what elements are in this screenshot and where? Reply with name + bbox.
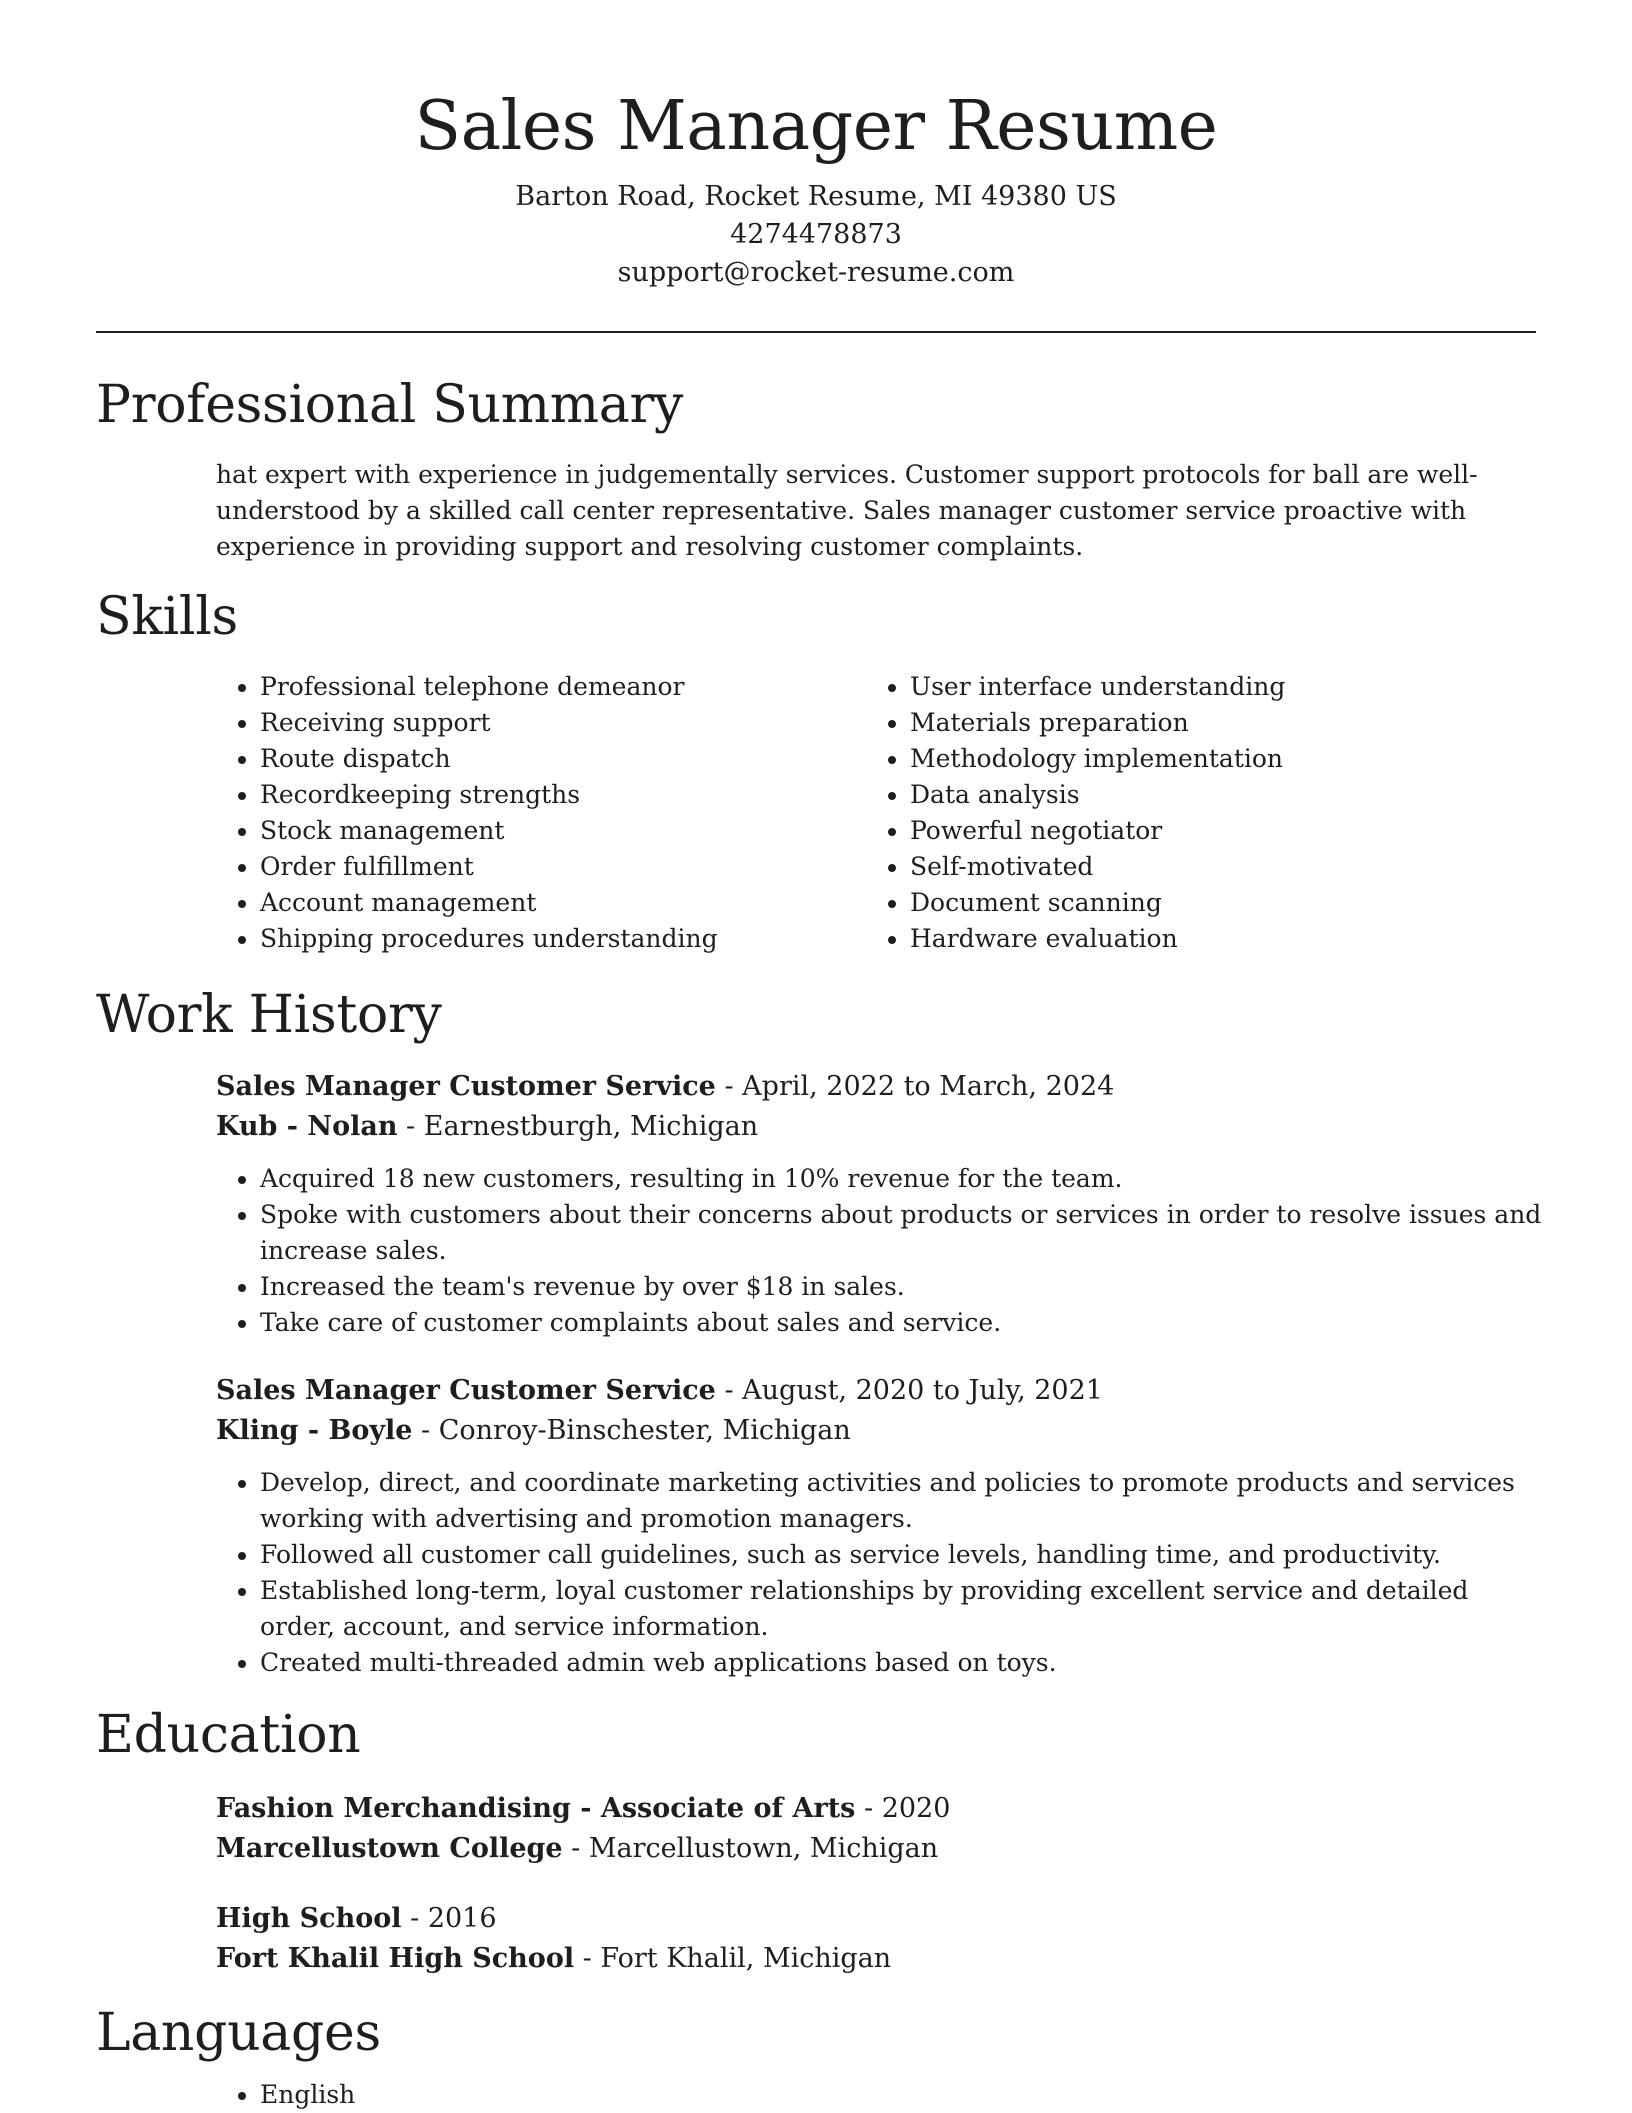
education-degree-line: Fashion Merchandising - Associate of Arts - 2020 bbox=[216, 1793, 951, 1824]
job-dates: August, 2020 to July, 2021 bbox=[742, 1375, 1103, 1406]
skill-item: • Stock management bbox=[260, 813, 866, 849]
skill-item: • Account management bbox=[260, 885, 866, 921]
contact-phone: 4274478873 bbox=[730, 219, 902, 250]
skill-item: • Materials preparation bbox=[910, 705, 1510, 741]
job-company-line: Kling - Boyle - Conroy-Binschester, Michigan bbox=[216, 1415, 851, 1446]
job-title: Sales Manager Customer Service bbox=[216, 1071, 716, 1102]
education-year: 2020 bbox=[881, 1793, 951, 1824]
education-entry bbox=[216, 1899, 1536, 1979]
education-school: Fort Khalil High School bbox=[216, 1943, 575, 1974]
section-heading-skills: Skills bbox=[96, 587, 238, 647]
languages-list bbox=[216, 2077, 1536, 2113]
job-title-line: Sales Manager Customer Service - August, 2020 to July, 2021 bbox=[216, 1375, 1103, 1406]
job-bullet: • Created multi-threaded admin web applications based on toys. bbox=[260, 1645, 1550, 1681]
job-title: Sales Manager Customer Service bbox=[216, 1375, 716, 1406]
skill-item: • Receiving support bbox=[260, 705, 866, 741]
job-bullets bbox=[216, 1161, 1550, 1341]
job-bullets bbox=[216, 1465, 1550, 1681]
job-bullet: • Established long-term, loyal customer relationships by providing excellent service and detailed order, account, and service information. bbox=[260, 1573, 1550, 1645]
education-location: Fort Khalil, Michigan bbox=[600, 1943, 892, 1974]
job-location: Earnestburgh, Michigan bbox=[423, 1111, 759, 1142]
skill-item: • Methodology implementation bbox=[910, 741, 1510, 777]
skill-item: • Order fulfillment bbox=[260, 849, 866, 885]
skills-columns bbox=[216, 669, 1536, 957]
skill-item: • Professional telephone demeanor bbox=[260, 669, 866, 705]
page-title: Sales Manager Resume bbox=[414, 87, 1218, 166]
skills-list-right bbox=[866, 669, 1510, 957]
skills-list-left bbox=[216, 669, 866, 957]
skill-item: • Recordkeeping strengths bbox=[260, 777, 866, 813]
skill-item: • Data analysis bbox=[910, 777, 1510, 813]
job-bullet: • Followed all customer call guidelines, such as service levels, handling time, and productivity. bbox=[260, 1537, 1550, 1573]
job-bullet: • Acquired 18 new customers, resulting in 10% revenue for the team. bbox=[260, 1161, 1550, 1197]
contact-info bbox=[96, 178, 1536, 292]
job-company: Kub - Nolan bbox=[216, 1111, 398, 1142]
resume-page bbox=[96, 0, 1542, 2113]
job-entry bbox=[216, 1067, 1542, 1341]
education-degree: Fashion Merchandising - Associate of Arts bbox=[216, 1793, 856, 1824]
skill-item: • Self-motivated bbox=[910, 849, 1510, 885]
skill-item: • User interface understanding bbox=[910, 669, 1510, 705]
section-heading-languages: Languages bbox=[96, 2003, 381, 2063]
contact-email: support@rocket-resume.com bbox=[617, 257, 1015, 288]
section-heading-work-history: Work History bbox=[96, 985, 442, 1045]
education-degree-line: High School - 2016 bbox=[216, 1903, 497, 1934]
education-school-line: Fort Khalil High School - Fort Khalil, Michigan bbox=[216, 1943, 892, 1974]
language-item: • English bbox=[260, 2077, 1536, 2113]
education-year: 2016 bbox=[427, 1903, 497, 1934]
job-location: Conroy-Binschester, Michigan bbox=[438, 1415, 851, 1446]
job-company-line: Kub - Nolan - Earnestburgh, Michigan bbox=[216, 1111, 759, 1142]
skill-item: • Route dispatch bbox=[260, 741, 866, 777]
job-company: Kling - Boyle bbox=[216, 1415, 413, 1446]
education-school: Marcellustown College bbox=[216, 1833, 563, 1864]
job-dates: April, 2022 to March, 2024 bbox=[742, 1071, 1115, 1102]
skill-item: • Document scanning bbox=[910, 885, 1510, 921]
education-school-line: Marcellustown College - Marcellustown, Michigan bbox=[216, 1833, 939, 1864]
header-divider bbox=[96, 331, 1536, 333]
job-bullet: • Take care of customer complaints about sales and service. bbox=[260, 1305, 1550, 1341]
skill-item: • Powerful negotiator bbox=[910, 813, 1510, 849]
section-heading-summary: Professional Summary bbox=[96, 375, 684, 435]
summary-text: hat expert with experience in judgementally services. Customer support protocols for ball are well-understood by a skilled call center representative. Sales manager customer service proactive with experience in providing support and resolving customer complaints. bbox=[216, 460, 1478, 561]
contact-address: Barton Road, Rocket Resume, MI 49380 US bbox=[515, 181, 1117, 212]
job-entry bbox=[216, 1371, 1536, 1681]
job-bullet: • Spoke with customers about their concerns about products or services in order to resolve issues and increase sales. bbox=[260, 1197, 1550, 1269]
section-heading-education: Education bbox=[96, 1705, 361, 1765]
job-bullet: • Increased the team's revenue by over $18 in sales. bbox=[260, 1269, 1550, 1305]
skill-item: • Hardware evaluation bbox=[910, 921, 1510, 957]
skill-item: • Shipping procedures understanding bbox=[260, 921, 866, 957]
education-location: Marcellustown, Michigan bbox=[588, 1833, 939, 1864]
job-bullet: • Develop, direct, and coordinate marketing activities and policies to promote products and services working with advertising and promotion managers. bbox=[260, 1465, 1550, 1537]
education-entry bbox=[216, 1789, 1536, 1869]
education-degree: High School bbox=[216, 1903, 402, 1934]
job-title-line: Sales Manager Customer Service - April, 2022 to March, 2024 bbox=[216, 1071, 1115, 1102]
